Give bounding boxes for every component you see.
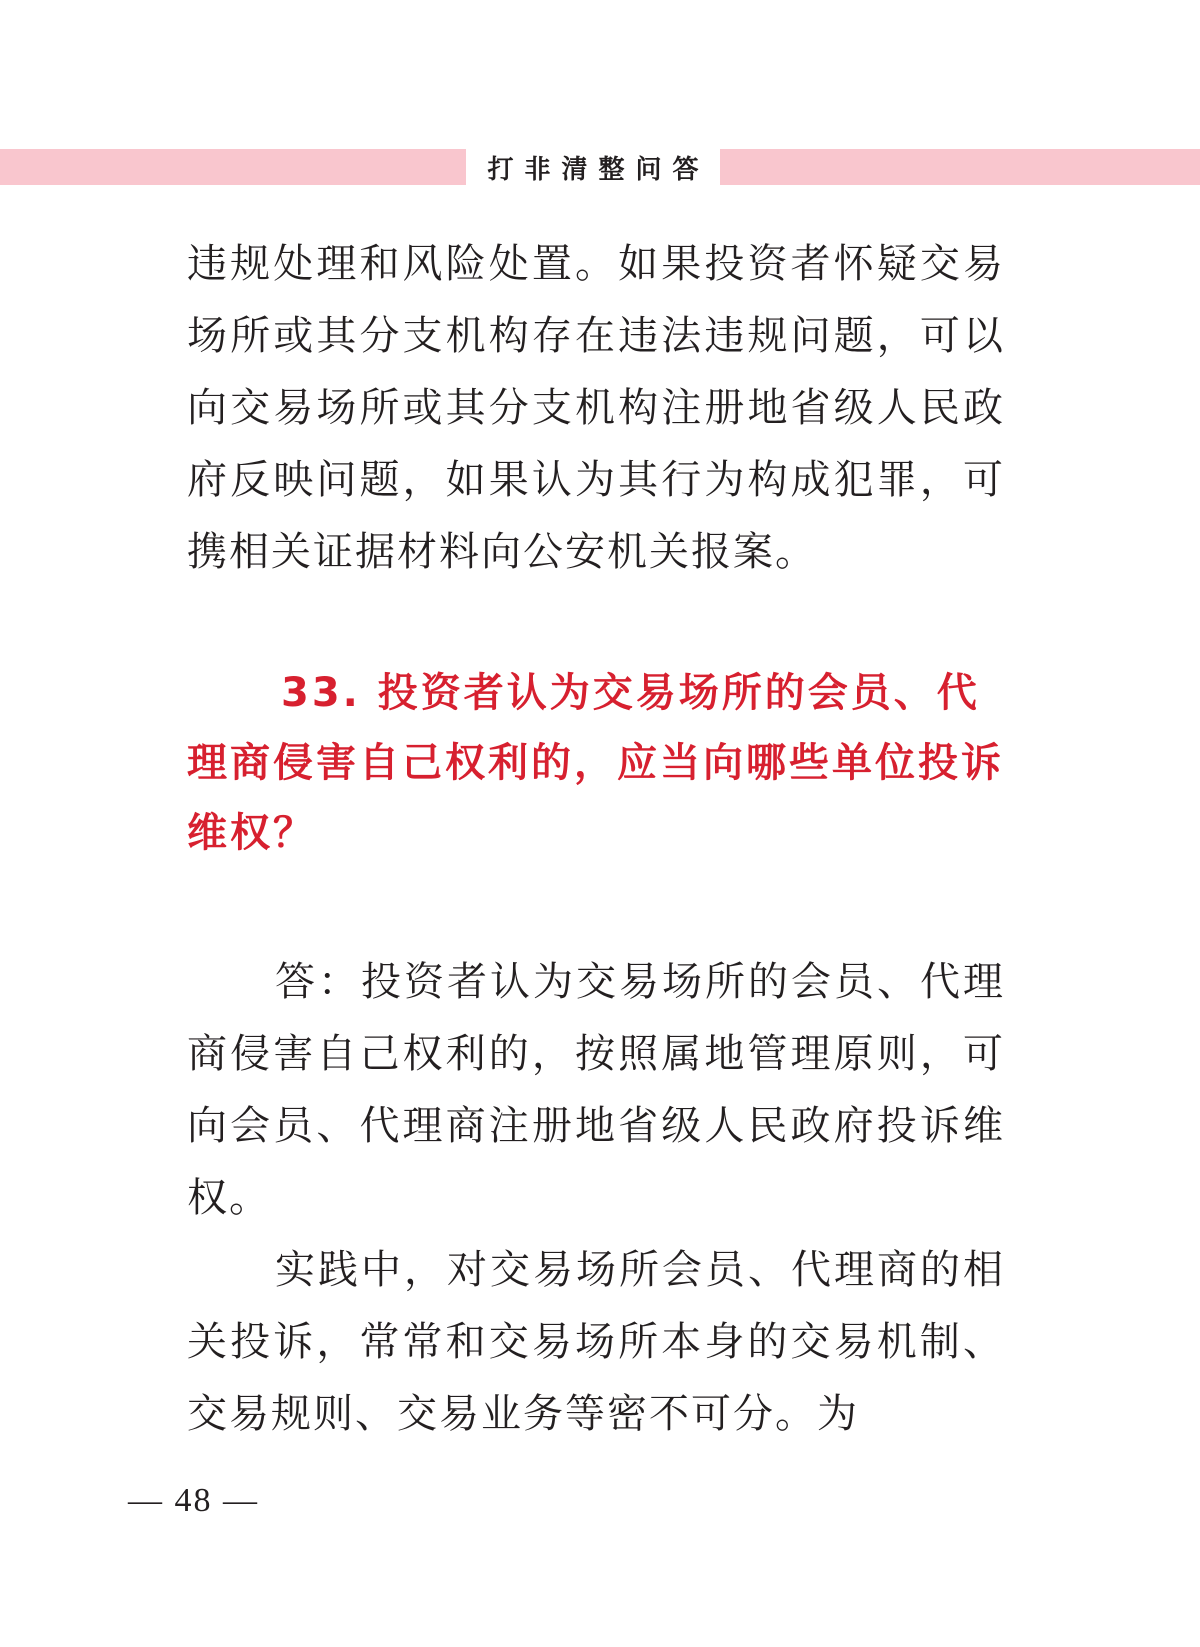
page-number: — 48 — bbox=[128, 1482, 259, 1519]
continued-paragraph: 违规处理和风险处置。如果投资者怀疑交易场所或其分支机构存在违法违规问题，可以向交易场所或其分支机构注册地省级人民政府反映问题，如果认为其行为构成犯罪，可携相关证据材料向公安机关报案。 bbox=[187, 241, 1005, 575]
answer-paragraph-2: 实践中，对交易场所会员、代理商的相关投诉，常常和交易场所本身的交易机制、交易规则、交易业务等密不可分。为 bbox=[187, 1247, 1005, 1437]
question-heading-33: 33. 投资者认为交易场所的会员、代理商侵害自己权利的，应当向哪些单位投诉维权？ bbox=[187, 670, 1004, 856]
answer-paragraph-1: 答：投资者认为交易场所的会员、代理商侵害自己权利的，按照属地管理原则，可向会员、代理商注册地省级人民政府投诉维权。 bbox=[187, 959, 1005, 1221]
running-header-title: 打非清整问答 bbox=[466, 141, 720, 193]
page-body bbox=[187, 228, 1005, 1450]
section-spacer bbox=[187, 868, 1005, 946]
